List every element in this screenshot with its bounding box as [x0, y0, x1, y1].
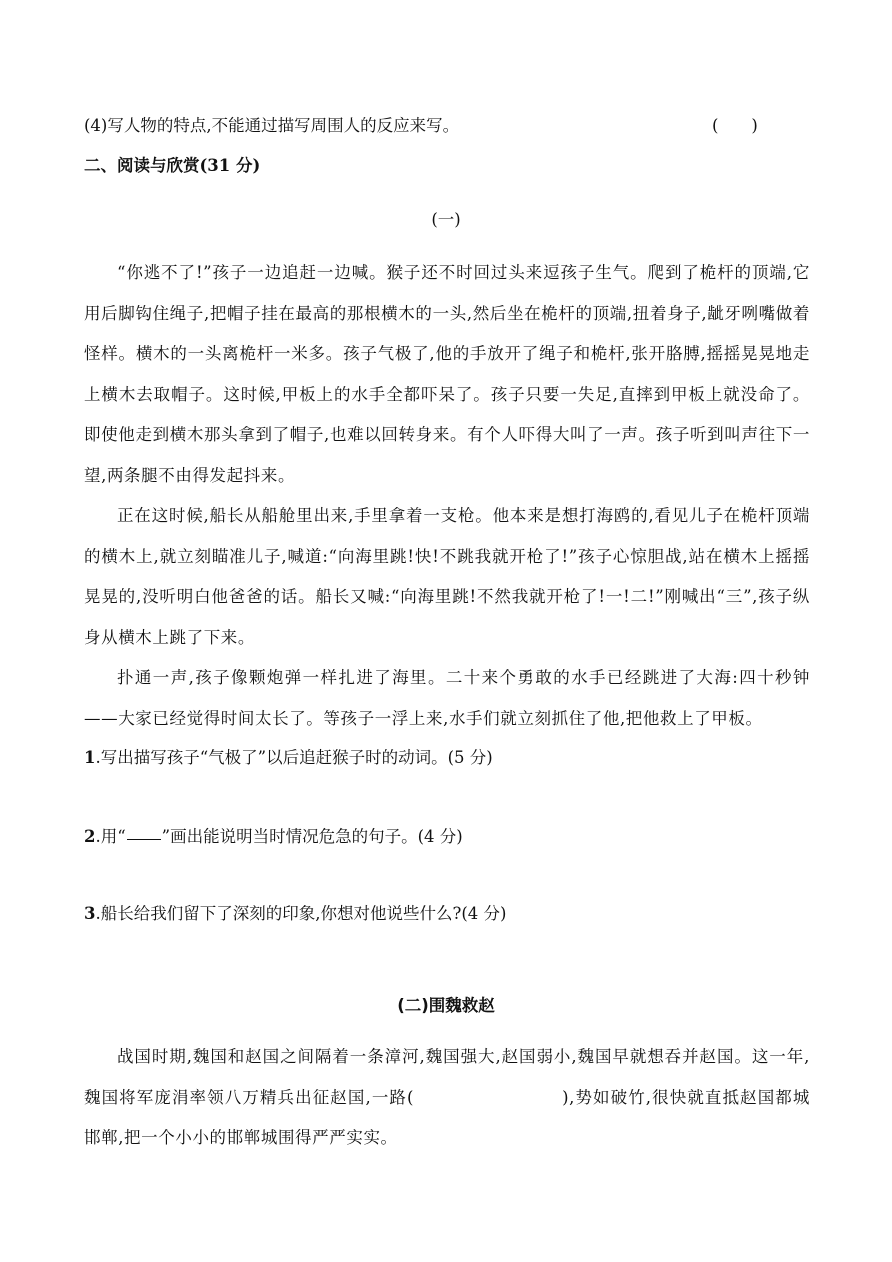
question-text-pre: .用“	[95, 827, 126, 846]
judgment-item	[84, 116, 459, 136]
question-number: 3	[84, 904, 96, 923]
section-heading: 二、阅读与欣赏(31 分)	[84, 156, 261, 175]
passage1-paragraph: 正在这时候,船长从船舱里出来,手里拿着一支枪。他本来是想打海鸥的,看见儿子在桅杆顶端的横木上,就立刻瞄准儿子,喊道:“向海里跳!快!不跳我就开枪了!”孩子心惊胆战,站在横木上摇摇晃晃的,没听明白他爸爸的话。船长又喊:“向海里跳!不然我就开枪了!一!二!”刚喊出“三”,孩子纵身从横木上跳了下来。	[84, 506, 810, 647]
question-text: .写出描写孩子“气极了”以后追赶猴子时的动词。(5 分)	[95, 748, 493, 767]
passage2-title: (二)围魏救赵	[397, 996, 495, 1015]
passage1-title: (一)	[431, 210, 461, 229]
question-number: 1	[84, 748, 96, 767]
question-1	[84, 748, 493, 768]
passage1-paragraph: “你逃不了!”孩子一边追赶一边喊。猴子还不时回过头来逗孩子生气。爬到了桅杆的顶端,它用后脚钩住绳子,把帽子挂在最高的那根横木的一头,然后坐在桅杆的顶端,扭着身子,龇牙咧嘴做着怪样。横木的一头离桅杆一米多。孩子气极了,他的手放开了绳子和桅杆,张开胳膊,摇摇晃晃地走上横木去取帽子。这时候,甲板上的水手全都吓呆了。孩子只要一失足,直摔到甲板上就没命了。即使他走到横木那头拿到了帽子,也难以回转身来。有个人吓得大叫了一声。孩子听到叫声往下一望,两条腿不由得发起抖来。	[84, 263, 810, 485]
question-2	[84, 827, 463, 847]
question-number: 2	[84, 827, 96, 846]
underline-blank	[127, 839, 161, 840]
question-3	[84, 904, 506, 924]
answer-parentheses: ( )	[712, 116, 758, 135]
judgment-item-text: (4)写人物的特点,不能通过描写周围人的反应来写。	[84, 116, 460, 135]
passage2-paragraph: 战国时期,魏国和赵国之间隔着一条漳河,魏国强大,赵国弱小,魏国早就想吞并赵国。这一年,魏国将军庞涓率领八万精兵出征赵国,一路( ),势如破竹,很快就直抵赵国都城邯郸,把一个小小的邯郸城围得严严实实。	[84, 1047, 810, 1147]
question-text: .船长给我们留下了深刻的印象,你想对他说些什么?(4 分)	[95, 904, 507, 923]
passage1-paragraph: 扑通一声,孩子像颗炮弹一样扎进了海里。二十来个勇敢的水手已经跳进了大海:四十秒钟——大家已经觉得时间太长了。等孩子一浮上来,水手们就立刻抓住了他,把他救上了甲板。	[84, 668, 810, 728]
question-text-post: ”画出能说明当时情况危急的句子。(4 分)	[161, 827, 463, 846]
